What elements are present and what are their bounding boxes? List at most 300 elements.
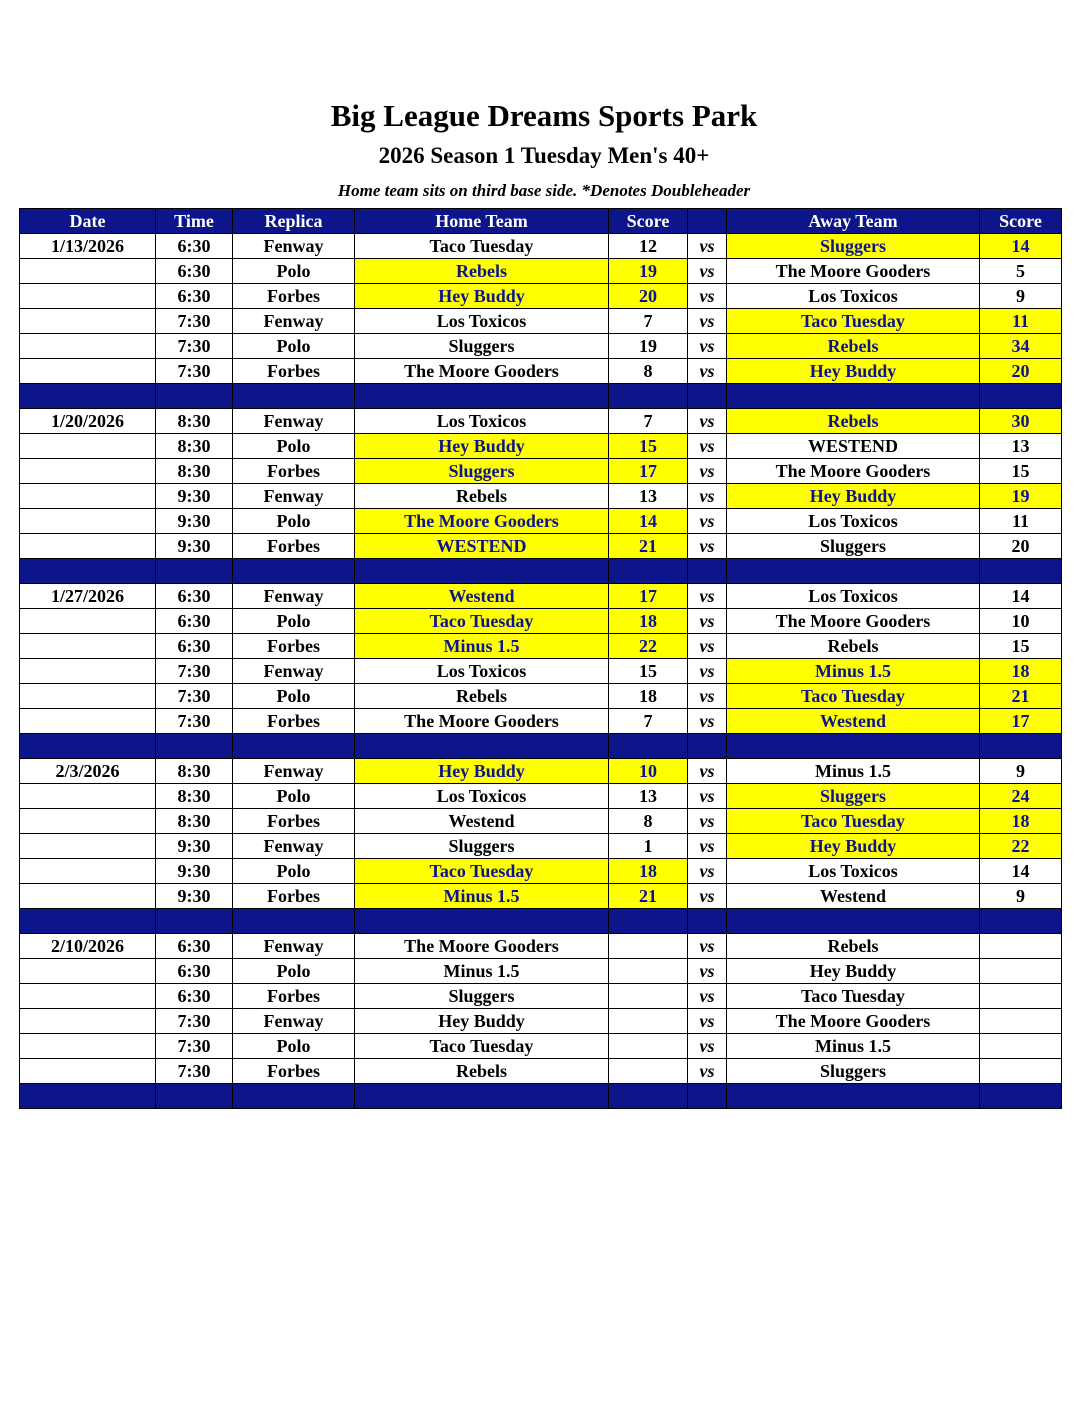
home-team: Los Toxicos [355, 784, 609, 809]
game-row [20, 584, 1062, 609]
game-row [20, 834, 1062, 859]
away-score: 14 [980, 234, 1062, 259]
away-score: 14 [980, 859, 1062, 884]
separator-cell [980, 734, 1062, 759]
game-time: 8:30 [156, 459, 233, 484]
away-team: Los Toxicos [727, 284, 980, 309]
game-date [20, 334, 156, 359]
game-field: Fenway [233, 409, 355, 434]
home-score [609, 1059, 688, 1084]
game-row [20, 334, 1062, 359]
home-team: Westend [355, 809, 609, 834]
game-row [20, 784, 1062, 809]
home-team: Taco Tuesday [355, 1034, 609, 1059]
home-team: Rebels [355, 259, 609, 284]
game-field: Forbes [233, 984, 355, 1009]
separator-cell [980, 384, 1062, 409]
game-row [20, 259, 1062, 284]
away-team: Taco Tuesday [727, 309, 980, 334]
game-date [20, 784, 156, 809]
home-score: 7 [609, 309, 688, 334]
game-row [20, 359, 1062, 384]
home-score: 14 [609, 509, 688, 534]
game-field: Forbes [233, 359, 355, 384]
home-team: Los Toxicos [355, 409, 609, 434]
game-row [20, 459, 1062, 484]
header-home-score: Score [609, 209, 688, 234]
game-date: 1/20/2026 [20, 409, 156, 434]
game-row [20, 309, 1062, 334]
home-team: Sluggers [355, 459, 609, 484]
home-team: Sluggers [355, 334, 609, 359]
game-time: 7:30 [156, 309, 233, 334]
away-team: Rebels [727, 409, 980, 434]
vs-label: vs [688, 284, 727, 309]
away-score: 15 [980, 634, 1062, 659]
game-date [20, 834, 156, 859]
game-date [20, 509, 156, 534]
home-team: Rebels [355, 484, 609, 509]
game-field: Polo [233, 259, 355, 284]
separator-cell [156, 734, 233, 759]
game-date: 2/3/2026 [20, 759, 156, 784]
game-field: Forbes [233, 809, 355, 834]
game-field: Fenway [233, 584, 355, 609]
vs-label: vs [688, 984, 727, 1009]
game-row [20, 1059, 1062, 1084]
separator-cell [355, 734, 609, 759]
game-time: 6:30 [156, 959, 233, 984]
game-date: 1/13/2026 [20, 234, 156, 259]
away-score: 18 [980, 809, 1062, 834]
home-score: 15 [609, 434, 688, 459]
game-row [20, 1009, 1062, 1034]
game-time: 9:30 [156, 884, 233, 909]
game-date [20, 684, 156, 709]
away-team: Los Toxicos [727, 584, 980, 609]
home-score: 18 [609, 684, 688, 709]
away-team: Hey Buddy [727, 834, 980, 859]
schedule-body [20, 234, 1062, 1109]
separator-cell [609, 559, 688, 584]
separator-cell [727, 384, 980, 409]
away-team: Taco Tuesday [727, 684, 980, 709]
vs-label: vs [688, 684, 727, 709]
separator-cell [727, 734, 980, 759]
away-score: 19 [980, 484, 1062, 509]
vs-label: vs [688, 509, 727, 534]
separator-cell [727, 1084, 980, 1109]
away-score: 17 [980, 709, 1062, 734]
vs-label: vs [688, 934, 727, 959]
home-score [609, 984, 688, 1009]
home-score: 18 [609, 859, 688, 884]
separator-cell [688, 909, 727, 934]
game-time: 6:30 [156, 284, 233, 309]
away-score [980, 934, 1062, 959]
game-field: Forbes [233, 284, 355, 309]
separator-cell [20, 909, 156, 934]
home-score: 15 [609, 659, 688, 684]
vs-label: vs [688, 834, 727, 859]
game-time: 6:30 [156, 234, 233, 259]
header-away-score: Score [980, 209, 1062, 234]
separator-cell [688, 384, 727, 409]
separator-cell [156, 559, 233, 584]
separator-cell [156, 909, 233, 934]
home-team: Sluggers [355, 834, 609, 859]
game-time: 9:30 [156, 859, 233, 884]
home-team: The Moore Gooders [355, 709, 609, 734]
page-title: Big League Dreams Sports Park [330, 98, 758, 133]
vs-label: vs [688, 234, 727, 259]
away-score: 24 [980, 784, 1062, 809]
game-date [20, 634, 156, 659]
game-field: Fenway [233, 234, 355, 259]
game-field: Fenway [233, 834, 355, 859]
vs-label: vs [688, 534, 727, 559]
separator-cell [688, 1084, 727, 1109]
game-field: Fenway [233, 659, 355, 684]
week-separator [20, 559, 1062, 584]
game-date [20, 359, 156, 384]
game-date [20, 809, 156, 834]
home-team: The Moore Gooders [355, 934, 609, 959]
away-team: WESTEND [727, 434, 980, 459]
game-field: Polo [233, 334, 355, 359]
away-team: The Moore Gooders [727, 259, 980, 284]
vs-label: vs [688, 709, 727, 734]
game-date [20, 309, 156, 334]
game-field: Polo [233, 859, 355, 884]
game-row [20, 609, 1062, 634]
game-date [20, 859, 156, 884]
home-team: Sluggers [355, 984, 609, 1009]
game-row [20, 759, 1062, 784]
game-time: 6:30 [156, 634, 233, 659]
game-time: 9:30 [156, 484, 233, 509]
home-score: 19 [609, 334, 688, 359]
separator-cell [20, 384, 156, 409]
home-team: The Moore Gooders [355, 509, 609, 534]
away-team: Hey Buddy [727, 359, 980, 384]
separator-cell [609, 1084, 688, 1109]
separator-cell [20, 559, 156, 584]
separator-cell [980, 559, 1062, 584]
game-row [20, 434, 1062, 459]
game-row [20, 809, 1062, 834]
game-time: 6:30 [156, 984, 233, 1009]
away-score [980, 1009, 1062, 1034]
vs-label: vs [688, 434, 727, 459]
game-time: 8:30 [156, 759, 233, 784]
game-time: 7:30 [156, 709, 233, 734]
separator-cell [609, 734, 688, 759]
game-time: 7:30 [156, 659, 233, 684]
away-team: Westend [727, 709, 980, 734]
away-score: 9 [980, 284, 1062, 309]
game-field: Polo [233, 959, 355, 984]
vs-label: vs [688, 309, 727, 334]
week-separator [20, 734, 1062, 759]
home-score: 7 [609, 709, 688, 734]
home-team: The Moore Gooders [355, 359, 609, 384]
game-row [20, 684, 1062, 709]
vs-label: vs [688, 1059, 727, 1084]
game-date [20, 884, 156, 909]
game-field: Polo [233, 784, 355, 809]
home-team: Hey Buddy [355, 284, 609, 309]
game-field: Fenway [233, 1009, 355, 1034]
game-row [20, 509, 1062, 534]
separator-cell [233, 734, 355, 759]
game-field: Fenway [233, 484, 355, 509]
separator-cell [20, 734, 156, 759]
away-team: Minus 1.5 [727, 759, 980, 784]
away-team: Taco Tuesday [727, 809, 980, 834]
away-team: Rebels [727, 634, 980, 659]
game-date [20, 984, 156, 1009]
game-time: 9:30 [156, 509, 233, 534]
separator-cell [609, 384, 688, 409]
vs-label: vs [688, 409, 727, 434]
separator-cell [688, 559, 727, 584]
game-date [20, 1009, 156, 1034]
away-team: Hey Buddy [727, 484, 980, 509]
separator-cell [355, 384, 609, 409]
vs-label: vs [688, 259, 727, 284]
game-row [20, 709, 1062, 734]
header-date: Date [20, 209, 156, 234]
vs-label: vs [688, 884, 727, 909]
away-score: 9 [980, 884, 1062, 909]
home-score: 17 [609, 584, 688, 609]
away-team: Rebels [727, 334, 980, 359]
home-team: Hey Buddy [355, 434, 609, 459]
game-row [20, 659, 1062, 684]
game-time: 9:30 [156, 834, 233, 859]
home-team: Rebels [355, 684, 609, 709]
away-team: Minus 1.5 [727, 659, 980, 684]
game-time: 6:30 [156, 259, 233, 284]
game-date [20, 959, 156, 984]
home-score: 22 [609, 634, 688, 659]
game-row [20, 859, 1062, 884]
separator-cell [233, 384, 355, 409]
game-row [20, 534, 1062, 559]
away-team: Hey Buddy [727, 959, 980, 984]
away-score: 20 [980, 534, 1062, 559]
game-field: Fenway [233, 309, 355, 334]
home-team: WESTEND [355, 534, 609, 559]
home-team: Los Toxicos [355, 309, 609, 334]
game-date: 2/10/2026 [20, 934, 156, 959]
separator-cell [233, 559, 355, 584]
vs-label: vs [688, 484, 727, 509]
separator-cell [156, 1084, 233, 1109]
game-row [20, 409, 1062, 434]
home-team: Hey Buddy [355, 1009, 609, 1034]
game-field: Polo [233, 609, 355, 634]
home-team: Taco Tuesday [355, 859, 609, 884]
vs-label: vs [688, 334, 727, 359]
game-time: 7:30 [156, 359, 233, 384]
game-time: 6:30 [156, 609, 233, 634]
home-score: 18 [609, 609, 688, 634]
game-time: 8:30 [156, 434, 233, 459]
away-score [980, 1034, 1062, 1059]
home-score: 21 [609, 534, 688, 559]
game-date [20, 434, 156, 459]
game-time: 8:30 [156, 409, 233, 434]
header-vs [688, 209, 727, 234]
away-score [980, 1059, 1062, 1084]
week-separator [20, 909, 1062, 934]
game-field: Forbes [233, 884, 355, 909]
away-score: 34 [980, 334, 1062, 359]
away-score [980, 984, 1062, 1009]
game-time: 7:30 [156, 334, 233, 359]
schedule-note: Home team sits on third base side. *Denotes Doubleheader [337, 181, 751, 200]
game-time: 8:30 [156, 809, 233, 834]
home-score [609, 934, 688, 959]
home-team: Los Toxicos [355, 659, 609, 684]
game-field: Fenway [233, 759, 355, 784]
away-team: Minus 1.5 [727, 1034, 980, 1059]
game-field: Forbes [233, 634, 355, 659]
game-field: Polo [233, 1034, 355, 1059]
away-team: Taco Tuesday [727, 984, 980, 1009]
away-team: Sluggers [727, 234, 980, 259]
away-team: The Moore Gooders [727, 459, 980, 484]
schedule-table [19, 208, 1062, 1109]
separator-cell [980, 909, 1062, 934]
away-team: Los Toxicos [727, 509, 980, 534]
separator-cell [355, 909, 609, 934]
separator-cell [609, 909, 688, 934]
separator-cell [980, 1084, 1062, 1109]
separator-cell [156, 384, 233, 409]
away-team: The Moore Gooders [727, 609, 980, 634]
game-row [20, 959, 1062, 984]
away-score [980, 959, 1062, 984]
home-score: 7 [609, 409, 688, 434]
home-team: Hey Buddy [355, 759, 609, 784]
away-score: 18 [980, 659, 1062, 684]
away-score: 5 [980, 259, 1062, 284]
header-replica: Replica [233, 209, 355, 234]
game-date [20, 284, 156, 309]
home-team: Westend [355, 584, 609, 609]
separator-cell [233, 1084, 355, 1109]
home-score: 13 [609, 784, 688, 809]
separator-cell [688, 734, 727, 759]
vs-label: vs [688, 359, 727, 384]
away-team: Sluggers [727, 1059, 980, 1084]
home-score [609, 1034, 688, 1059]
home-team: Minus 1.5 [355, 884, 609, 909]
page-subtitle: 2026 Season 1 Tuesday Men's 40+ [378, 143, 710, 168]
away-team: Sluggers [727, 534, 980, 559]
home-score [609, 1009, 688, 1034]
game-row [20, 934, 1062, 959]
header-home-team: Home Team [355, 209, 609, 234]
vs-label: vs [688, 1034, 727, 1059]
game-time: 7:30 [156, 1059, 233, 1084]
home-score: 10 [609, 759, 688, 784]
separator-cell [355, 559, 609, 584]
separator-cell [727, 909, 980, 934]
away-team: Rebels [727, 934, 980, 959]
away-team: The Moore Gooders [727, 1009, 980, 1034]
home-score: 20 [609, 284, 688, 309]
away-score: 9 [980, 759, 1062, 784]
vs-label: vs [688, 584, 727, 609]
game-time: 7:30 [156, 1009, 233, 1034]
home-score: 19 [609, 259, 688, 284]
game-field: Polo [233, 434, 355, 459]
header-row [20, 209, 1062, 234]
home-score: 8 [609, 359, 688, 384]
game-date [20, 1034, 156, 1059]
away-score: 30 [980, 409, 1062, 434]
away-score: 21 [980, 684, 1062, 709]
header-time: Time [156, 209, 233, 234]
game-date [20, 659, 156, 684]
home-score [609, 959, 688, 984]
away-score: 10 [980, 609, 1062, 634]
game-row [20, 284, 1062, 309]
game-row [20, 634, 1062, 659]
game-time: 7:30 [156, 1034, 233, 1059]
away-score: 13 [980, 434, 1062, 459]
home-score: 12 [609, 234, 688, 259]
game-field: Polo [233, 509, 355, 534]
separator-cell [727, 559, 980, 584]
away-score: 15 [980, 459, 1062, 484]
game-field: Polo [233, 684, 355, 709]
home-score: 8 [609, 809, 688, 834]
vs-label: vs [688, 809, 727, 834]
home-score: 21 [609, 884, 688, 909]
game-time: 6:30 [156, 584, 233, 609]
vs-label: vs [688, 459, 727, 484]
game-date [20, 709, 156, 734]
game-row [20, 234, 1062, 259]
game-time: 8:30 [156, 784, 233, 809]
home-team: Taco Tuesday [355, 609, 609, 634]
game-row [20, 884, 1062, 909]
away-team: Sluggers [727, 784, 980, 809]
game-field: Fenway [233, 934, 355, 959]
home-score: 1 [609, 834, 688, 859]
vs-label: vs [688, 634, 727, 659]
game-field: Forbes [233, 1059, 355, 1084]
separator-cell [233, 909, 355, 934]
game-field: Forbes [233, 459, 355, 484]
away-team: Los Toxicos [727, 859, 980, 884]
game-time: 7:30 [156, 684, 233, 709]
separator-cell [20, 1084, 156, 1109]
home-score: 13 [609, 484, 688, 509]
away-score: 22 [980, 834, 1062, 859]
game-date [20, 534, 156, 559]
game-field: Forbes [233, 709, 355, 734]
vs-label: vs [688, 1009, 727, 1034]
vs-label: vs [688, 759, 727, 784]
game-date [20, 259, 156, 284]
game-row [20, 1034, 1062, 1059]
